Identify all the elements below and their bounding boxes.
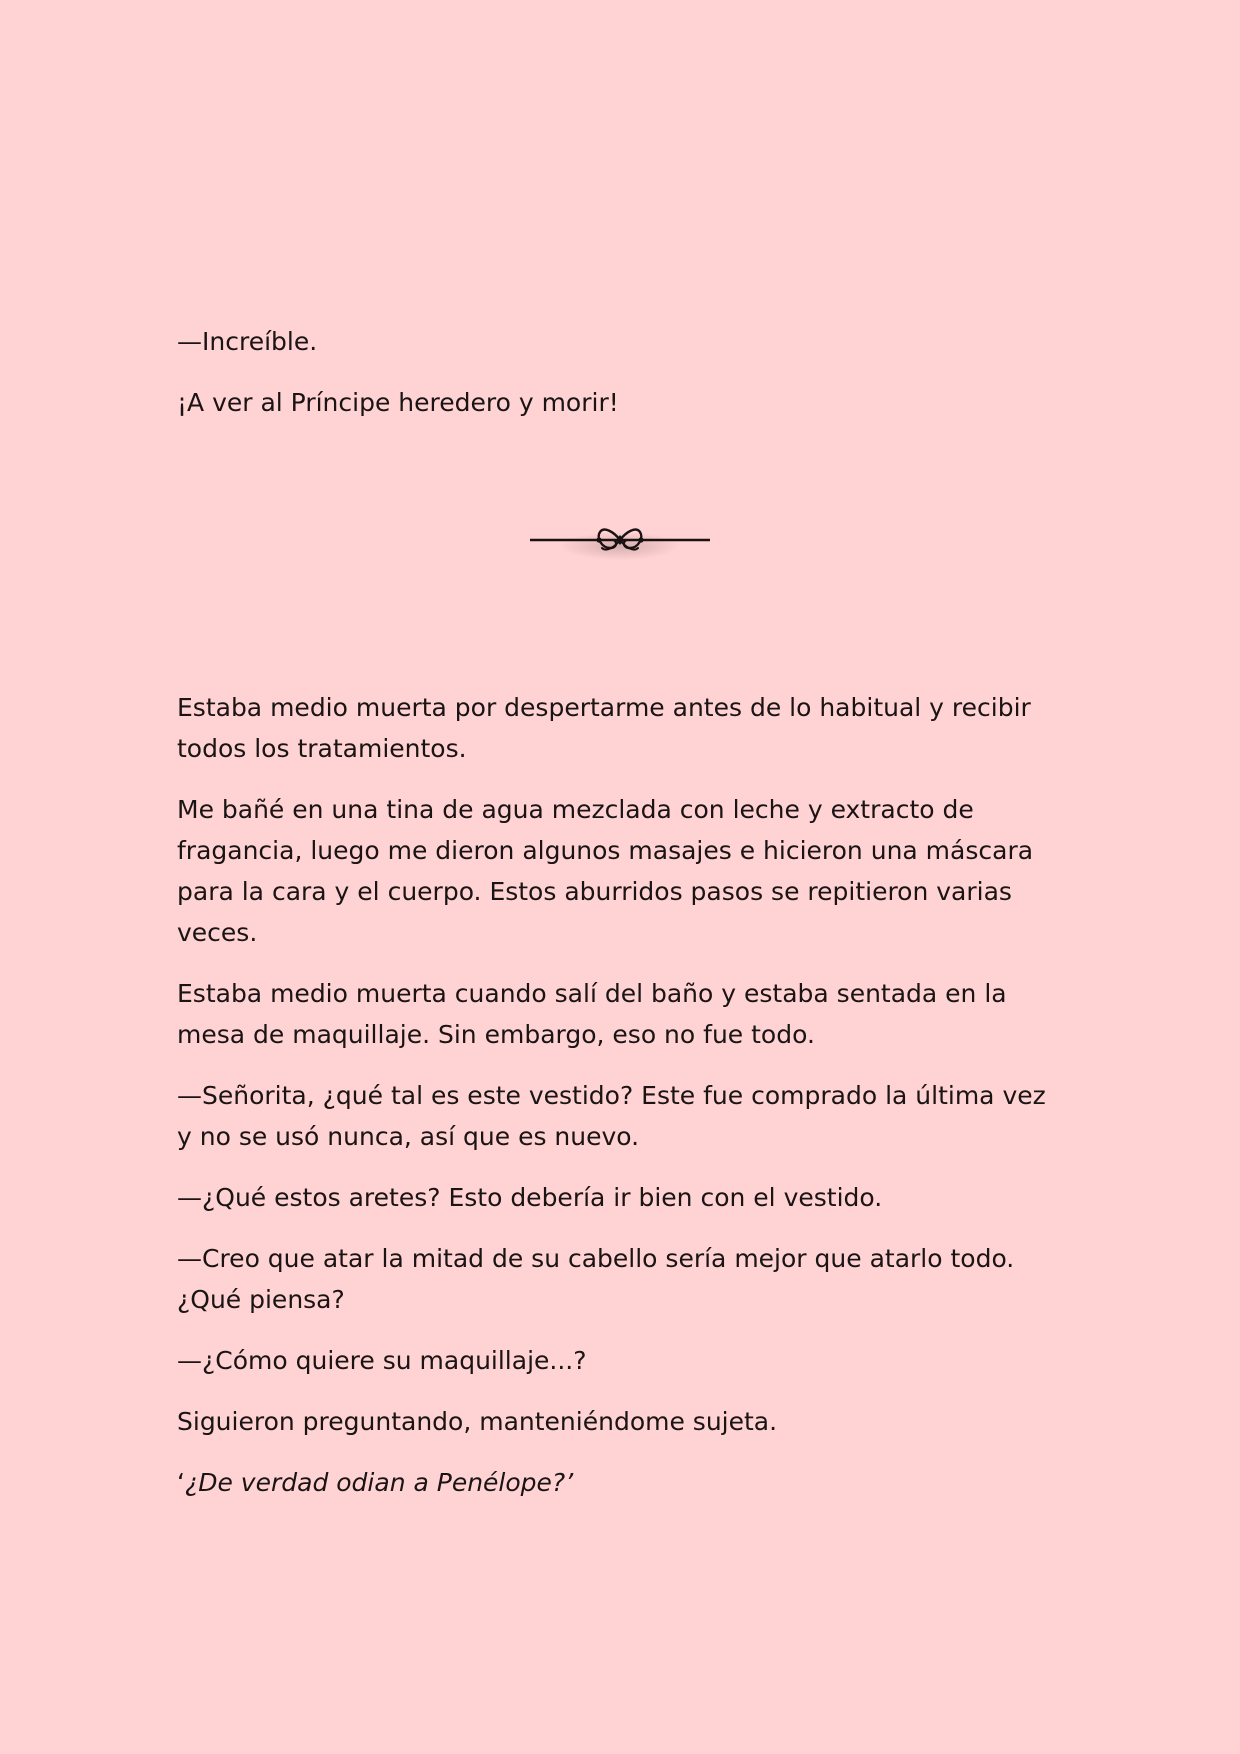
thought-penelope bbox=[177, 1462, 1067, 1503]
thought-text: ¿De verdad odian a Penélope? bbox=[184, 1468, 566, 1497]
paragraph-half-dead: Estaba medio muerta por despertarme antes de lo habitual y recibir todos los tratamientos. bbox=[177, 693, 1031, 763]
dialogue-makeup: —¿Cómo quiere su maquillaje...? bbox=[177, 1346, 587, 1375]
dialogue-earrings: —¿Qué estos aretes? Esto debería ir bien con el vestido. bbox=[177, 1183, 883, 1212]
quote-close: ’ bbox=[565, 1468, 574, 1497]
ornamental-scroll-divider-icon bbox=[190, 512, 1050, 568]
dialogue-hair: —Creo que atar la mitad de su cabello sería mejor que atarlo todo. ¿Qué piensa? bbox=[177, 1244, 1015, 1314]
paragraph-exclamation: —Increíble. bbox=[177, 327, 318, 356]
main-text bbox=[177, 687, 1067, 1523]
paragraph-makeup-table: Estaba medio muerta cuando salí del baño y estaba sentada en la mesa de maquillaje. Sin embargo, eso no fue todo. bbox=[177, 979, 1007, 1049]
paragraph-crown-prince: ¡A ver al Príncipe heredero y morir! bbox=[177, 388, 619, 417]
paragraph-kept-asking: Siguieron preguntando, manteniéndome sujeta. bbox=[177, 1407, 778, 1436]
quote-open: ‘ bbox=[177, 1468, 185, 1497]
paragraph-bath: Me bañé en una tina de agua mezclada con leche y extracto de fragancia, luego me dieron algunos masajes e hicieron una máscara para la cara y el cuerpo. Estos aburridos pasos se repitieron varias veces. bbox=[177, 795, 1034, 947]
dialogue-dress: —Señorita, ¿qué tal es este vestido? Este fue comprado la última vez y no se usó nunca, así que es nuevo. bbox=[177, 1081, 1046, 1151]
opening-text bbox=[177, 321, 1067, 443]
